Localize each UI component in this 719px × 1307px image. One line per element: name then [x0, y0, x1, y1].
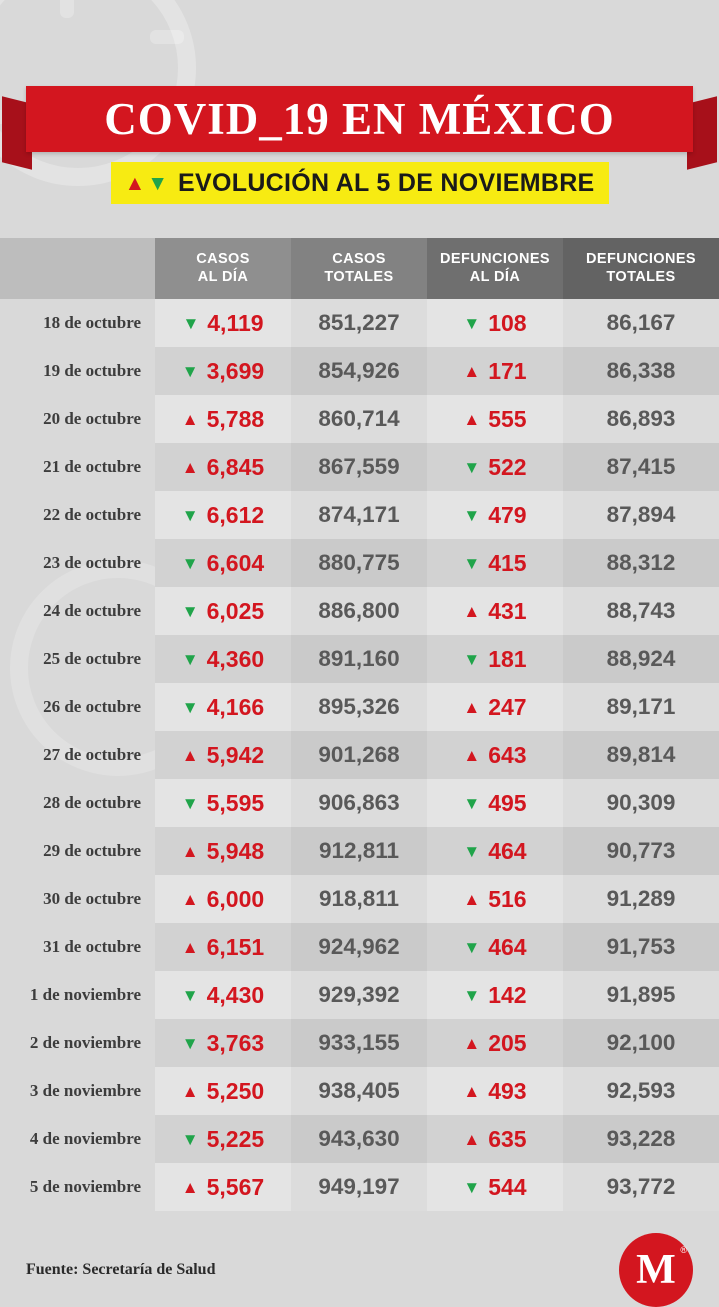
arrow-up-icon: ▲	[181, 937, 199, 957]
arrow-down-icon: ▼	[181, 601, 199, 621]
table-row	[0, 395, 719, 443]
cell-inner	[428, 550, 562, 577]
arrow-up-icon: ▲	[124, 171, 146, 195]
cell-inner	[156, 694, 290, 721]
column-header-deaths-day	[427, 238, 563, 299]
cases-total-cell: 912,811	[291, 827, 427, 875]
deaths-day-cell	[427, 971, 563, 1019]
deaths-total-cell: 93,228	[563, 1115, 719, 1163]
cell-inner	[156, 502, 290, 529]
arrow-down-icon: ▼	[181, 505, 199, 525]
deaths-day: 431	[488, 597, 527, 624]
cell-date: 4 de noviembre	[29, 1129, 141, 1149]
cases-day-cell	[155, 1115, 291, 1163]
cell-inner	[428, 598, 562, 625]
deaths-total-cell: 91,895	[563, 971, 719, 1019]
deaths-day: 479	[488, 501, 527, 528]
arrow-up-icon: ▲	[181, 1081, 199, 1101]
cases-day-cell	[155, 1163, 291, 1211]
deaths-total-cell: 87,894	[563, 491, 719, 539]
page-title: COVID_19 EN MÉXICO	[104, 94, 615, 144]
cell-inner	[428, 982, 562, 1009]
deaths-day-cell	[427, 1019, 563, 1067]
cell-date: 22 de octubre	[43, 505, 141, 525]
cell-date: 25 de octubre	[43, 649, 141, 669]
cases-total-cell: 901,268	[291, 731, 427, 779]
deaths-day-cell	[427, 779, 563, 827]
arrow-up-icon: ▲	[463, 361, 481, 381]
cell-date: 18 de octubre	[43, 313, 141, 333]
table-header-row	[0, 238, 719, 299]
cell-inner	[156, 886, 290, 913]
arrow-up-icon: ▲	[181, 409, 199, 429]
registered-mark: ®	[680, 1245, 687, 1256]
deaths-day-cell	[427, 587, 563, 635]
cases-day: 4,119	[207, 309, 264, 336]
arrow-down-icon: ▼	[463, 793, 481, 813]
cell-inner	[156, 1030, 290, 1057]
cases-day-cell	[155, 683, 291, 731]
cases-day-cell	[155, 395, 291, 443]
arrow-down-icon: ▼	[463, 553, 481, 573]
cases-day-cell	[155, 587, 291, 635]
table-row	[0, 683, 719, 731]
cell-inner	[428, 454, 562, 481]
deaths-day: 516	[488, 885, 527, 912]
cell-inner	[428, 934, 562, 961]
deaths-total-cell: 93,772	[563, 1163, 719, 1211]
cell-inner	[156, 406, 290, 433]
cell-inner	[156, 1126, 290, 1153]
cases-day: 5,942	[206, 741, 265, 768]
deaths-day-cell	[427, 683, 563, 731]
cell-inner	[428, 1126, 562, 1153]
deaths-total-cell: 86,167	[563, 299, 719, 347]
deaths-day: 108	[488, 309, 527, 336]
cases-day-cell	[155, 875, 291, 923]
header-line1: DEFUNCIONES	[586, 251, 696, 267]
deaths-day: 171	[488, 357, 527, 384]
table-row	[0, 1067, 719, 1115]
cell-date: 5 de noviembre	[29, 1177, 141, 1197]
deaths-day-cell	[427, 923, 563, 971]
arrow-up-icon: ▲	[463, 745, 481, 765]
deaths-day-cell	[427, 491, 563, 539]
arrow-down-icon: ▼	[182, 313, 200, 333]
deaths-day-cell	[427, 731, 563, 779]
cell-inner	[428, 886, 562, 913]
deaths-total-cell: 86,338	[563, 347, 719, 395]
deaths-day: 181	[488, 645, 527, 672]
data-table-wrapper	[0, 238, 719, 1211]
cases-day: 6,845	[206, 453, 265, 480]
arrow-up-icon: ▲	[463, 1033, 481, 1053]
arrow-down-icon: ▼	[463, 985, 481, 1005]
trend-arrows	[124, 173, 168, 194]
arrow-up-icon: ▲	[181, 745, 199, 765]
column-header-cases-total	[291, 238, 427, 299]
arrow-down-icon: ▼	[463, 649, 481, 669]
cell-date: 30 de octubre	[43, 889, 141, 909]
arrow-up-icon: ▲	[181, 841, 199, 861]
page-subtitle: EVOLUCIÓN AL 5 DE NOVIEMBRE	[178, 168, 595, 197]
deaths-total-cell: 88,743	[563, 587, 719, 635]
deaths-day: 493	[488, 1077, 527, 1104]
subtitle-banner	[111, 162, 609, 204]
cases-day: 4,430	[206, 981, 265, 1008]
header-line2: TOTALES	[606, 268, 676, 285]
logo-letter: M	[636, 1247, 676, 1294]
deaths-day: 142	[488, 981, 527, 1008]
cell-inner	[156, 550, 290, 577]
table-row	[0, 635, 719, 683]
deaths-total-cell: 91,753	[563, 923, 719, 971]
arrow-down-icon: ▼	[181, 697, 199, 717]
deaths-total-cell: 90,309	[563, 779, 719, 827]
cell-inner	[156, 1078, 290, 1105]
arrow-down-icon: ▼	[181, 1033, 199, 1053]
cases-day: 5,788	[206, 405, 265, 432]
arrow-up-icon: ▲	[181, 889, 199, 909]
deaths-day-cell	[427, 827, 563, 875]
cell-date: 2 de noviembre	[29, 1033, 141, 1053]
cell-date: 23 de octubre	[43, 553, 141, 573]
column-header-deaths-total	[563, 238, 719, 299]
deaths-total-cell: 92,593	[563, 1067, 719, 1115]
arrow-down-icon: ▼	[463, 841, 481, 861]
cases-total-cell: 924,962	[291, 923, 427, 971]
cases-day-cell	[155, 347, 291, 395]
deaths-total-cell: 92,100	[563, 1019, 719, 1067]
cases-total-cell: 933,155	[291, 1019, 427, 1067]
deaths-day-cell	[427, 395, 563, 443]
header-line2: AL DÍA	[469, 268, 521, 285]
cell-date: 3 de noviembre	[29, 1081, 141, 1101]
cell-date: 27 de octubre	[43, 745, 141, 765]
cases-total-cell: 880,775	[291, 539, 427, 587]
cell-inner	[428, 1078, 562, 1105]
column-header-date	[0, 238, 155, 299]
cases-total-cell: 851,227	[291, 299, 427, 347]
arrow-down-icon: ▼	[463, 1177, 481, 1197]
deaths-day: 643	[488, 741, 527, 768]
deaths-day-cell	[427, 347, 563, 395]
cases-day-cell	[155, 971, 291, 1019]
cases-day-cell	[155, 1019, 291, 1067]
deaths-total-cell: 88,312	[563, 539, 719, 587]
cell-inner	[156, 646, 290, 673]
cases-day: 6,151	[206, 933, 265, 960]
table-header	[0, 238, 719, 299]
cell-date: 28 de octubre	[43, 793, 141, 813]
deaths-day: 464	[488, 933, 527, 960]
cases-day: 4,360	[206, 645, 265, 672]
deaths-day: 464	[488, 837, 527, 864]
deaths-total-cell: 89,814	[563, 731, 719, 779]
arrow-down-icon: ▼	[463, 457, 481, 477]
deaths-day: 247	[488, 693, 527, 720]
cell-inner	[428, 694, 562, 721]
cell-date: 26 de octubre	[43, 697, 141, 717]
cell-inner	[428, 790, 562, 817]
cases-day: 5,948	[206, 837, 265, 864]
table-row	[0, 971, 719, 1019]
table-body	[0, 299, 719, 1211]
table-row	[0, 1019, 719, 1067]
arrow-up-icon: ▲	[463, 409, 481, 429]
cell-inner	[428, 742, 562, 769]
cell-inner	[156, 934, 290, 961]
arrow-down-icon: ▼	[181, 985, 199, 1005]
title-banner	[26, 86, 693, 152]
deaths-day: 415	[488, 549, 527, 576]
table-row	[0, 875, 719, 923]
cases-day: 5,250	[206, 1077, 265, 1104]
table-row	[0, 1115, 719, 1163]
cases-total-cell: 943,630	[291, 1115, 427, 1163]
arrow-down-icon: ▼	[181, 553, 199, 573]
deaths-day: 495	[488, 789, 527, 816]
cell-inner	[428, 358, 562, 385]
deaths-total-cell: 87,415	[563, 443, 719, 491]
cases-total-cell: 891,160	[291, 635, 427, 683]
cases-total-cell: 854,926	[291, 347, 427, 395]
cases-total-cell: 874,171	[291, 491, 427, 539]
arrow-up-icon: ▲	[463, 1129, 481, 1149]
deaths-day: 205	[488, 1029, 527, 1056]
cases-day: 6,000	[206, 885, 265, 912]
cell-inner	[428, 502, 562, 529]
arrow-down-icon: ▼	[181, 793, 199, 813]
cases-day: 6,612	[206, 501, 265, 528]
arrow-down-icon: ▼	[463, 505, 481, 525]
cases-day-cell	[155, 1067, 291, 1115]
cases-day-cell	[155, 923, 291, 971]
table-row	[0, 1163, 719, 1211]
deaths-day-cell	[427, 875, 563, 923]
cases-day: 5,567	[206, 1173, 265, 1200]
deaths-day-cell	[427, 1067, 563, 1115]
table-row	[0, 923, 719, 971]
cases-day: 6,025	[206, 597, 265, 624]
footer	[0, 1233, 719, 1307]
deaths-day-cell	[427, 1115, 563, 1163]
column-header-cases-day	[155, 238, 291, 299]
cases-total-cell: 938,405	[291, 1067, 427, 1115]
cell-date: 21 de octubre	[43, 457, 141, 477]
arrow-up-icon: ▲	[463, 697, 481, 717]
cases-day-cell	[155, 539, 291, 587]
cases-day: 3,699	[206, 357, 265, 384]
table-row	[0, 779, 719, 827]
arrow-down-icon: ▼	[463, 313, 481, 333]
cell-date: 31 de octubre	[43, 937, 141, 957]
header-line1: CASOS	[332, 251, 386, 267]
header-line2: AL DÍA	[197, 268, 249, 285]
arrow-down-icon: ▼	[463, 937, 481, 957]
covid-data-table	[0, 238, 719, 1211]
cases-day-cell	[155, 827, 291, 875]
cell-inner	[156, 790, 290, 817]
cases-total-cell: 860,714	[291, 395, 427, 443]
cases-day-cell	[155, 731, 291, 779]
table-row	[0, 299, 719, 347]
deaths-total-cell: 86,893	[563, 395, 719, 443]
cases-total-cell: 895,326	[291, 683, 427, 731]
table-row	[0, 827, 719, 875]
cell-inner	[156, 358, 290, 385]
deaths-day: 544	[488, 1173, 527, 1200]
cases-day-cell	[155, 299, 291, 347]
deaths-day-cell	[427, 539, 563, 587]
deaths-total-cell: 90,773	[563, 827, 719, 875]
milenio-logo	[619, 1233, 693, 1307]
cases-day: 3,763	[206, 1029, 265, 1056]
table-row	[0, 443, 719, 491]
cases-day-cell	[155, 635, 291, 683]
deaths-day: 522	[488, 453, 527, 480]
cell-inner	[156, 742, 290, 769]
deaths-day-cell	[427, 299, 563, 347]
arrow-down-icon: ▼	[147, 171, 169, 195]
table-row	[0, 731, 719, 779]
deaths-total-cell: 91,289	[563, 875, 719, 923]
cases-day: 5,595	[206, 789, 265, 816]
cell-inner	[156, 310, 290, 337]
table-row	[0, 539, 719, 587]
cell-date: 29 de octubre	[43, 841, 141, 861]
cell-inner	[428, 646, 562, 673]
cases-day-cell	[155, 779, 291, 827]
cell-inner	[156, 598, 290, 625]
cases-total-cell: 886,800	[291, 587, 427, 635]
cell-date: 1 de noviembre	[29, 985, 141, 1005]
cell-inner	[428, 406, 562, 433]
deaths-day: 555	[488, 405, 527, 432]
cases-day: 5,225	[206, 1125, 265, 1152]
deaths-day-cell	[427, 635, 563, 683]
table-row	[0, 587, 719, 635]
arrow-up-icon: ▲	[463, 601, 481, 621]
arrow-down-icon: ▼	[181, 1129, 199, 1149]
table-row	[0, 491, 719, 539]
deaths-day-cell	[427, 443, 563, 491]
header-line2: TOTALES	[324, 268, 394, 285]
cell-inner	[428, 1030, 562, 1057]
arrow-down-icon: ▼	[181, 649, 199, 669]
deaths-total-cell: 88,924	[563, 635, 719, 683]
cases-day-cell	[155, 443, 291, 491]
deaths-day-cell	[427, 1163, 563, 1211]
cell-date: 19 de octubre	[43, 361, 141, 381]
table-row	[0, 347, 719, 395]
source-label: Fuente: Secretaría de Salud	[26, 1261, 216, 1279]
cell-inner	[156, 838, 290, 865]
cases-day: 6,604	[206, 549, 265, 576]
cases-total-cell: 918,811	[291, 875, 427, 923]
cases-total-cell: 867,559	[291, 443, 427, 491]
deaths-total-cell: 89,171	[563, 683, 719, 731]
arrow-up-icon: ▲	[181, 457, 199, 477]
cases-day-cell	[155, 491, 291, 539]
cell-inner	[156, 982, 290, 1009]
cell-date: 20 de octubre	[43, 409, 141, 429]
cases-total-cell: 929,392	[291, 971, 427, 1019]
cell-inner	[428, 310, 562, 337]
cases-total-cell: 949,197	[291, 1163, 427, 1211]
arrow-up-icon: ▲	[181, 1177, 199, 1197]
cell-inner	[156, 1174, 290, 1201]
arrow-up-icon: ▲	[463, 889, 481, 909]
arrow-up-icon: ▲	[463, 1081, 481, 1101]
cases-day: 4,166	[206, 693, 265, 720]
header	[0, 0, 719, 204]
cell-inner	[156, 454, 290, 481]
header-line1: DEFUNCIONES	[440, 251, 550, 267]
deaths-day: 635	[488, 1125, 527, 1152]
cell-inner	[428, 1174, 562, 1201]
cases-total-cell: 906,863	[291, 779, 427, 827]
header-line1: CASOS	[196, 251, 250, 267]
cell-date: 24 de octubre	[43, 601, 141, 621]
arrow-down-icon: ▼	[181, 361, 199, 381]
cell-inner	[428, 838, 562, 865]
